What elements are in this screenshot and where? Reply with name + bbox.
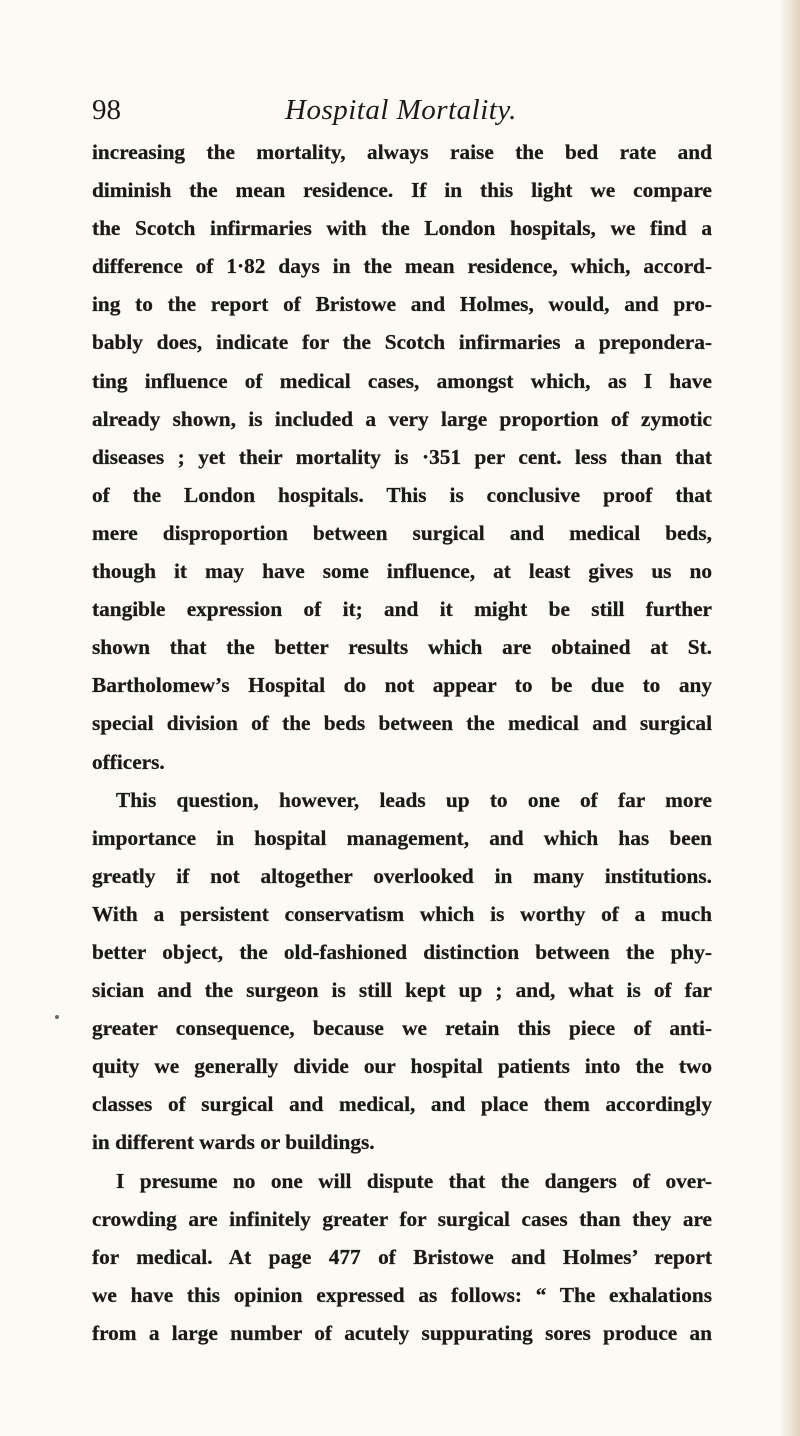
text-line: of the London hospitals. This is conclusive proof that (92, 482, 712, 507)
text-line: greatly if not altogether overlooked in many institutions. (92, 863, 712, 888)
text-line: With a persistent conservatism which is worthy of a much (92, 901, 712, 926)
text-line: tangible expression of it; and it might be still further (92, 597, 712, 622)
text-line: diseases ; yet their mortality is ·351 per cent. less than that (92, 444, 712, 469)
page-number: 98 (92, 94, 121, 126)
text-line: quity we generally divide our hospital patients into the two (92, 1054, 712, 1079)
text-line: crowding are infinitely greater for surgical cases than they are (92, 1206, 712, 1231)
text-line: the Scotch infirmaries with the London hospitals, we find a (92, 216, 712, 241)
text-line: from a large number of acutely suppurating sores produce an (92, 1320, 712, 1345)
text-line: shown that the better results which are obtained at St. (92, 635, 712, 660)
text-line: difference of 1·82 days in the mean residence, which, accord- (92, 254, 712, 279)
text-line: though it may have some influence, at least gives us no (92, 559, 712, 584)
text-line: ing to the report of Bristowe and Holmes, would, and pro- (92, 292, 712, 317)
running-title: Hospital Mortality. (285, 94, 517, 126)
text-line: special division of the beds between the medical and surgical (92, 711, 712, 736)
margin-speck (55, 1015, 59, 1019)
text-line: classes of surgical and medical, and place them accordingly (92, 1092, 712, 1117)
paragraph-start-line: This question, however, leads up to one of far more (116, 787, 712, 812)
text-line: for medical. At page 477 of Bristowe and Holmes’ report (92, 1244, 712, 1269)
text-line: already shown, is included a very large proportion of zymotic (92, 406, 712, 431)
text-line: bably does, indicate for the Scotch infirmaries a prepondera- (92, 330, 712, 355)
text-line: ting influence of medical cases, amongst which, as I have (92, 368, 712, 393)
text-line: sician and the surgeon is still kept up ; and, what is of far (92, 978, 712, 1003)
paragraph-end-line: in different wards or buildings. (92, 1130, 375, 1155)
text-line: we have this opinion expressed as follows: “ The exhalations (92, 1282, 712, 1307)
text-line: greater consequence, because we retain this piece of anti- (92, 1016, 712, 1041)
text-line: better object, the old-fashioned distinction between the phy- (92, 939, 712, 964)
text-line: Bartholomew’s Hospital do not appear to be due to any (92, 673, 712, 698)
text-line: increasing the mortality, always raise the bed rate and (92, 140, 712, 164)
body-text (92, 133, 712, 1352)
page-header (92, 92, 712, 136)
text-line: diminish the mean residence. If in this light we compare (92, 178, 712, 203)
text-line: mere disproportion between surgical and medical beds, (92, 520, 712, 545)
page-edge-shadow (778, 0, 800, 1436)
text-line: importance in hospital management, and which has been (92, 825, 712, 850)
paragraph-start-line: I presume no one will dispute that the dangers of over- (116, 1168, 712, 1193)
paragraph-end-line: officers. (92, 749, 165, 774)
